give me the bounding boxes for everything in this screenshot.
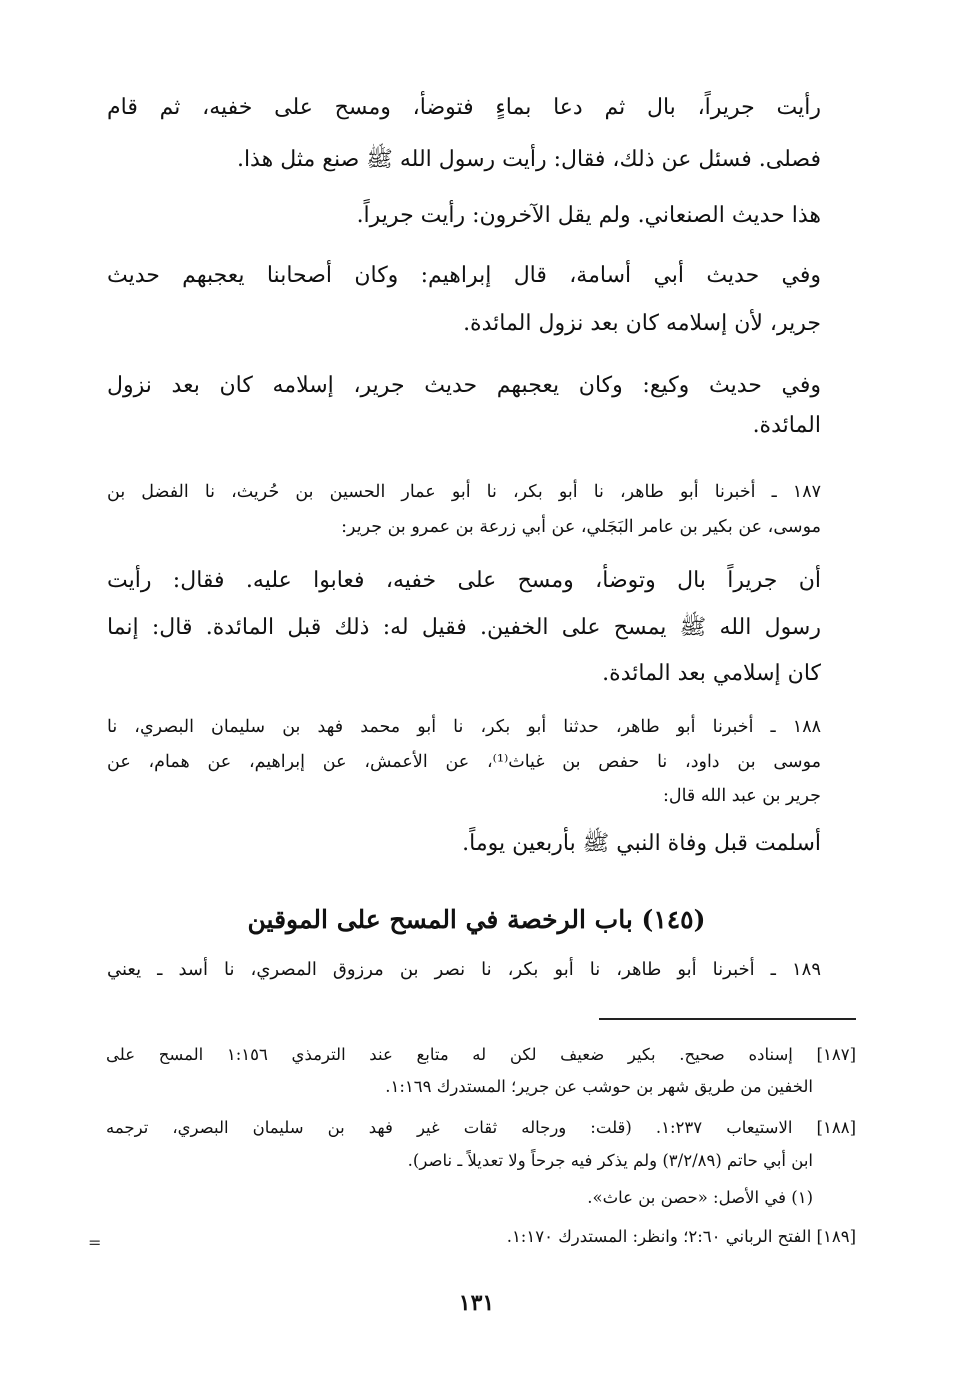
hadith-187-matn-line-1: أن جريراً بال وتوضأ، ومسح على خفيه، فعابوا عليه. فقال: رأيت xyxy=(107,568,821,593)
hadith-188-matn-line-1: أسلمت قبل وفاة النبي ﷺ بأربعين يوماً. xyxy=(462,831,821,856)
paragraph-1-line-1: رأيت جريراً، بال ثم دعا بماءٍ فتوضأ، ومسح على خفيه، ثم قام xyxy=(107,95,821,120)
footnote-187-line-1: [١٨٧] إسناده صحيح. بكير ضعيف لكن له متابع عند الترمذي ١:١٥٦ المسح على xyxy=(106,1045,856,1064)
margin-mark: = xyxy=(88,1233,102,1252)
hadith-187-isnad-line-1: ١٨٧ ـ أخبرنا أبو طاهر، نا أبو بكر، نا أبو عمار الحسين بن حُريث، نا الفضل بن xyxy=(107,482,821,502)
paragraph-3-line-2: جرير، لأن إسلامه كان بعد نزول المائدة. xyxy=(463,311,821,336)
hadith-189-isnad-line-1: ١٨٩ ـ أخبرنا أبو طاهر، نا أبو بكر، نا نصر بن مرزوق المصري، نا أسد ـ يعني xyxy=(107,959,821,980)
footnote-188-line-2: ابن أبي حاتم (٣/٢/٨٩) ولم يذكر فيه جرحاً ولا تعديلاً ـ ناصر). xyxy=(407,1151,813,1170)
footnote-187-line-2: الخفين من طريق شهر بن حوشب عن جرير؛ المستدرك ١:١٦٩. xyxy=(385,1077,813,1096)
chapter-heading: (١٤٥) باب الرخصة في المسح على الموقين xyxy=(247,905,706,934)
hadith-188-isnad-line-3: جرير بن عبد الله قال: xyxy=(662,786,821,806)
paragraph-4-line-2: المائدة. xyxy=(752,413,821,438)
hadith-188-isnad-line-2: موسى بن داود، نا حفص بن غياث⁽¹⁾، عن الأعمش، عن إبراهيم، عن همام، عن xyxy=(107,752,821,772)
hadith-187-matn-line-3: كان إسلامي بعد المائدة. xyxy=(602,661,821,686)
footnote-note-1: (١) في الأصل: «حصن بن عاث». xyxy=(587,1188,813,1207)
hadith-187-matn-line-2: رسول الله ﷺ يمسح على الخفين. فقيل له: ذلك قبل المائدة. قال: إنما xyxy=(107,615,821,640)
footnote-188-line-1: [١٨٨] الاستيعاب ١:٢٣٧. (قلت: ورجاله ثقات غير فهد بن سليمان البصري، ترجمه xyxy=(106,1118,856,1137)
paragraph-1-line-2: فصلى. فسئل عن ذلك، فقال: رأيت رسول الله ﷺ صنع مثل هذا. xyxy=(236,147,821,172)
paragraph-2-line-1: هذا حديث الصنعاني. ولم يقل الآخرون: رأيت جريراً. xyxy=(356,203,821,228)
page-number: ١٣١ xyxy=(458,1290,495,1316)
footnote-divider xyxy=(599,1018,856,1020)
hadith-187-isnad-line-2: موسى، عن بكير بن عامر البَجَلي، عن أبي زرعة بن عمرو بن جرير: xyxy=(341,517,821,537)
footnote-189: [١٨٩] الفتح الرباني ٢:٦٠؛ وانظر: المستدرك ١:١٧٠. xyxy=(506,1227,856,1246)
paragraph-4-line-1: وفي حديث وكيع: وكان يعجبهم حديث جرير، إسلامه كان بعد نزول xyxy=(107,373,821,398)
hadith-188-isnad-line-1: ١٨٨ ـ أخبرنا أبو طاهر، حدثنا أبو بكر، نا أبو محمد فهد بن سليمان البصري، نا xyxy=(107,717,821,737)
paragraph-3-line-1: وفي حديث أبي أسامة، قال إبراهيم: وكان أصحابنا يعجبهم حديث xyxy=(107,263,822,288)
